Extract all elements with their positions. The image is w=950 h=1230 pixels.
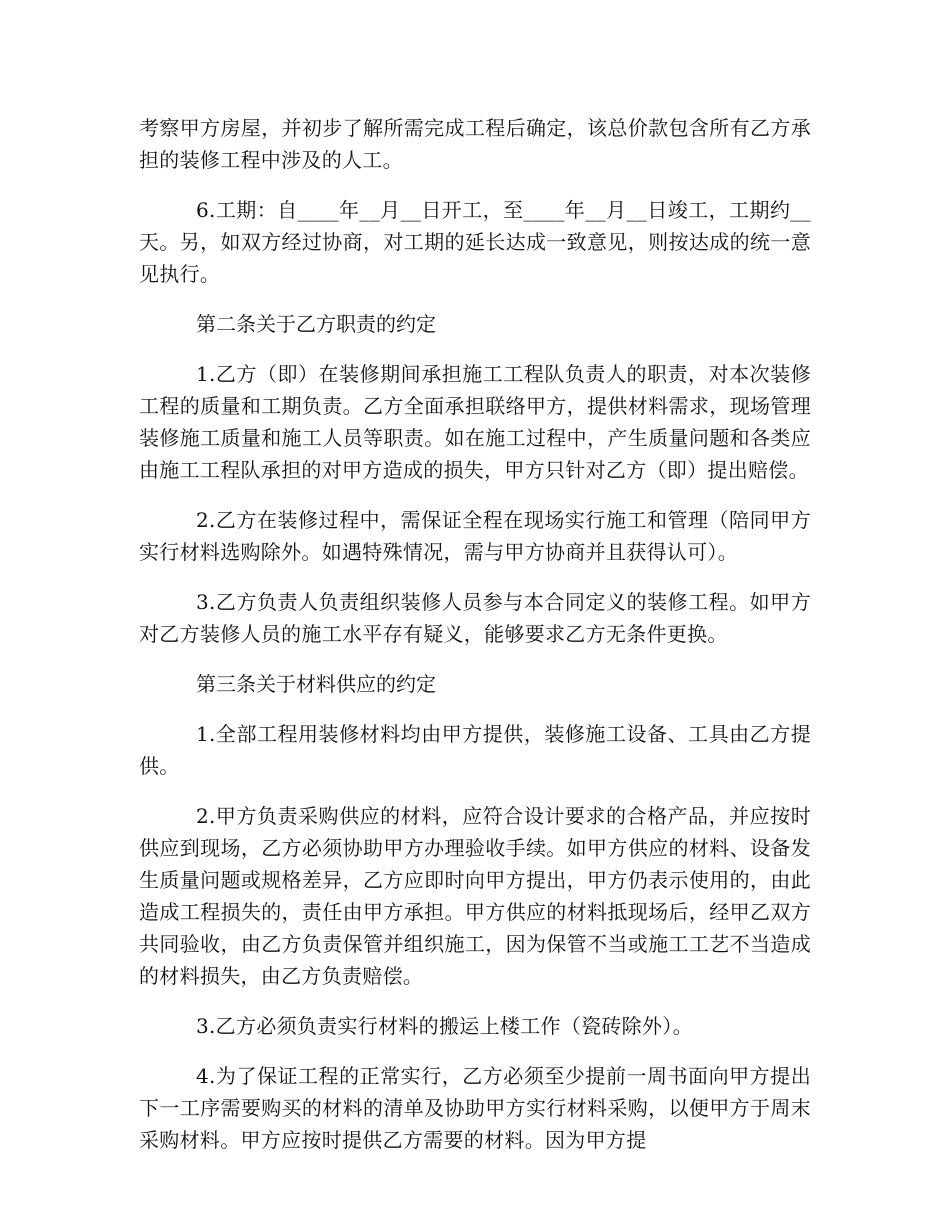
- document-page: [139, 112, 811, 1174]
- paragraph-party-b-duty-3: 3.乙方负责人负责组织装修人员参与本合同定义的装修工程。如甲方对乙方装修人员的施工水平存有疑义，能够要求乙方无条件更换。: [139, 590, 811, 646]
- paragraph-party-b-duty-1: 1.乙方（即）在装修期间承担施工工程队负责人的职责，对本次装修工程的质量和工期负责。乙方全面承担联络甲方，提供材料需求，现场管理装修施工质量和施工人员等职责。如在施工过程中，产生质量问题和各类应由施工工程队承担的对甲方造成的损失，甲方只针对乙方（即）提出赔偿。: [139, 362, 811, 482]
- section-heading-article-3: 第三条关于材料供应的约定: [196, 672, 436, 696]
- paragraph-material-supply-1: 1.全部工程用装修材料均由甲方提供，装修施工设备、工具由乙方提供。: [139, 722, 811, 778]
- paragraph-party-b-duty-2: 2.乙方在装修过程中，需保证全程在现场实行施工和管理（陪同甲方实行材料选购除外。如遇特殊情况，需与甲方协商并且获得认可）。: [139, 508, 811, 564]
- paragraph-material-supply-2: 2.甲方负责采购供应的材料，应符合设计要求的合格产品，并应按时供应到现场，乙方必须协助甲方办理验收手续。如甲方供应的材料、设备发生质量问题或规格差异，乙方应即时向甲方提出，甲方仍表示使用的，由此造成工程损失的，责任由甲方承担。甲方供应的材料抵现场后，经甲乙双方共同验收，由乙方负责保管并组织施工，因为保管不当或施工工艺不当造成的材料损失，由乙方负责赔偿。: [139, 804, 811, 988]
- paragraph-continued-price: 考察甲方房屋，并初步了解所需完成工程后确定，该总价款包含所有乙方承担的装修工程中涉及的人工。: [139, 116, 811, 172]
- paragraph-construction-period: 6.工期：自____年__月__日开工，至____年__月__日竣工，工期约__天。另，如双方经过协商，对工期的延长达成一致意见，则按达成的统一意见执行。: [139, 198, 811, 286]
- paragraph-material-supply-4: 4.为了保证工程的正常实行，乙方必须至少提前一周书面向甲方提出下一工序需要购买的材料的清单及协助甲方实行材料采购，以便甲方于周末采购材料。甲方应按时提供乙方需要的材料。因为甲方提: [139, 1064, 811, 1152]
- paragraph-material-supply-3: 3.乙方必须负责实行材料的搬运上楼工作（瓷砖除外）。: [196, 1014, 693, 1038]
- section-heading-article-2: 第二条关于乙方职责的约定: [196, 312, 436, 336]
